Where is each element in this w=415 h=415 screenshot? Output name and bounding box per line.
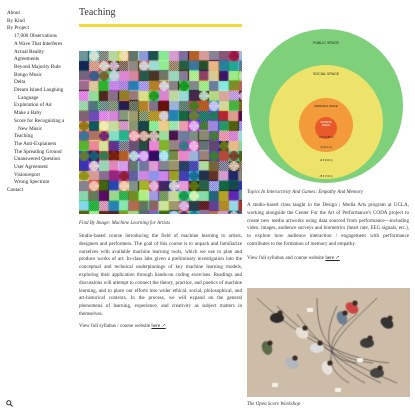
left-body-paragraph: Studio-based course introducing the field of machine learning to artists, designers and performers. The goal of this course is to unpack and familiarize ourselves with available machine learning tools, which we use to plan and produce works of art. In-class labs given a preliminary investigation into the conceptual and technical underpinnings of key machine learning models, exploring their application through hands-on coding exercises. Readings and discussions will attempt to connect the theory, practice, and poetics of machine learning, and to place our efforts into wider ethical, social, philosophical, and art-historical contexts. In the process, we will expand on the general phenomena of learning, experience, and creativity as subject matters in themselves. <box>79 233 242 317</box>
sidebar-item-by-project[interactable]: By Project <box>7 25 30 32</box>
workshop-photo <box>247 288 410 397</box>
right-syllabus-line <box>247 255 409 263</box>
label-personal-space: PERSONAL SPACE <box>314 105 338 108</box>
sidebar-item-contact[interactable]: Contact <box>7 187 24 194</box>
left-link-prefix: View full syllabus / course website <box>79 323 152 329</box>
title-underline <box>79 24 242 27</box>
left-syllabus-link[interactable]: here ↗ <box>151 323 166 329</box>
sidebar-item-score-for-recognizing-a[interactable]: Score for Recognizing a <box>14 117 65 124</box>
search-icon[interactable] <box>6 400 13 407</box>
sidebar-item-user-agreement[interactable]: User Agreement <box>14 164 48 171</box>
photo-caption: The Open Score Workshop <box>247 402 301 407</box>
sidebar-item-the-spreading-ground[interactable]: The Spreading Ground <box>14 148 62 155</box>
label-intimate-space: SPACE <box>322 124 330 127</box>
left-body-text <box>79 233 242 319</box>
distance-3: 12 ft (3.6 m) <box>319 159 333 162</box>
sidebar-item-exploration-of-air[interactable]: Exploration of Air <box>14 102 53 109</box>
distance-4: 25 ft (7.6 m) <box>319 175 333 178</box>
page-title: Teaching <box>79 7 116 18</box>
sidebar-item-unanswered-question[interactable]: Unanswered Question <box>14 156 60 163</box>
sidebar-item-agreements[interactable]: Agreements <box>14 56 40 63</box>
sidebar-item-about[interactable]: About <box>7 10 20 16</box>
right-diagram-caption: Topics In Interactivity And Games: Empathy And Memory <box>247 190 364 195</box>
label-public-space: PUBLIC SPACE <box>313 41 339 45</box>
sidebar-item-dream-island-laughing[interactable]: Dream Island Laughing <box>14 87 64 94</box>
right-body-paragraph: A studio-based class taught in the Design | Media Arts program at UCLA, working alongside the Center For the Art of Performance's CODA project to create new media artworks using data sourced from performance—including video, images, audience surveys and biometrics (heart rate, EEG signals, etc.), to explore how audience interaction / engagement with performance contributes to the formation of memory and empathy. <box>247 202 409 247</box>
sidebar-item-language[interactable]: Language <box>18 94 39 101</box>
label-intimate: INTIMATE <box>320 121 332 124</box>
sidebar-item-beyond-majority-rule[interactable]: Beyond Majority Rule <box>14 63 61 70</box>
sidebar-item-visionreport[interactable]: Visionreport <box>14 171 40 178</box>
right-syllabus-link[interactable]: here ↗ <box>325 255 340 261</box>
sidebar-item-17-000-observations[interactable]: 17,000 Observations <box>14 33 57 40</box>
distance-2: 4 ft (1.2 m) <box>320 146 332 149</box>
proxemics-diagram <box>247 27 405 185</box>
sidebar-item-new-music[interactable]: New Music <box>18 125 43 132</box>
right-link-prefix: View full syllabus and course website <box>247 255 326 261</box>
right-body-text <box>247 202 409 249</box>
sidebar-item-make-a-baby[interactable]: Make a Baby <box>14 110 42 117</box>
sidebar-item-delta[interactable]: Delta <box>14 79 26 86</box>
mosaic-image <box>79 51 242 214</box>
sidebar-item-bongo-music[interactable]: Bongo Music <box>14 71 43 78</box>
left-image-caption: Find By Image: Machine Learning for Artists <box>79 221 171 226</box>
left-syllabus-line <box>79 323 242 331</box>
sidebar-item-the-anti-explainers[interactable]: The Anti-Explainers <box>14 140 57 147</box>
label-social-space: SOCIAL SPACE <box>313 72 339 76</box>
sidebar-nav <box>7 10 77 195</box>
sidebar-item-teaching[interactable]: Teaching <box>14 133 33 140</box>
sidebar-item-wrong-spectrum[interactable]: Wrong Spectrum <box>14 179 50 186</box>
sidebar-item-actual-reality[interactable]: Actual Reality <box>14 48 45 55</box>
distance-1: 1.5 ft (0.45 m) <box>318 136 334 139</box>
sidebar-item-by-kind[interactable]: By Kind <box>7 17 25 24</box>
sidebar-item-a-wave-that-interferes[interactable]: A Wave That Interferes <box>14 40 63 47</box>
